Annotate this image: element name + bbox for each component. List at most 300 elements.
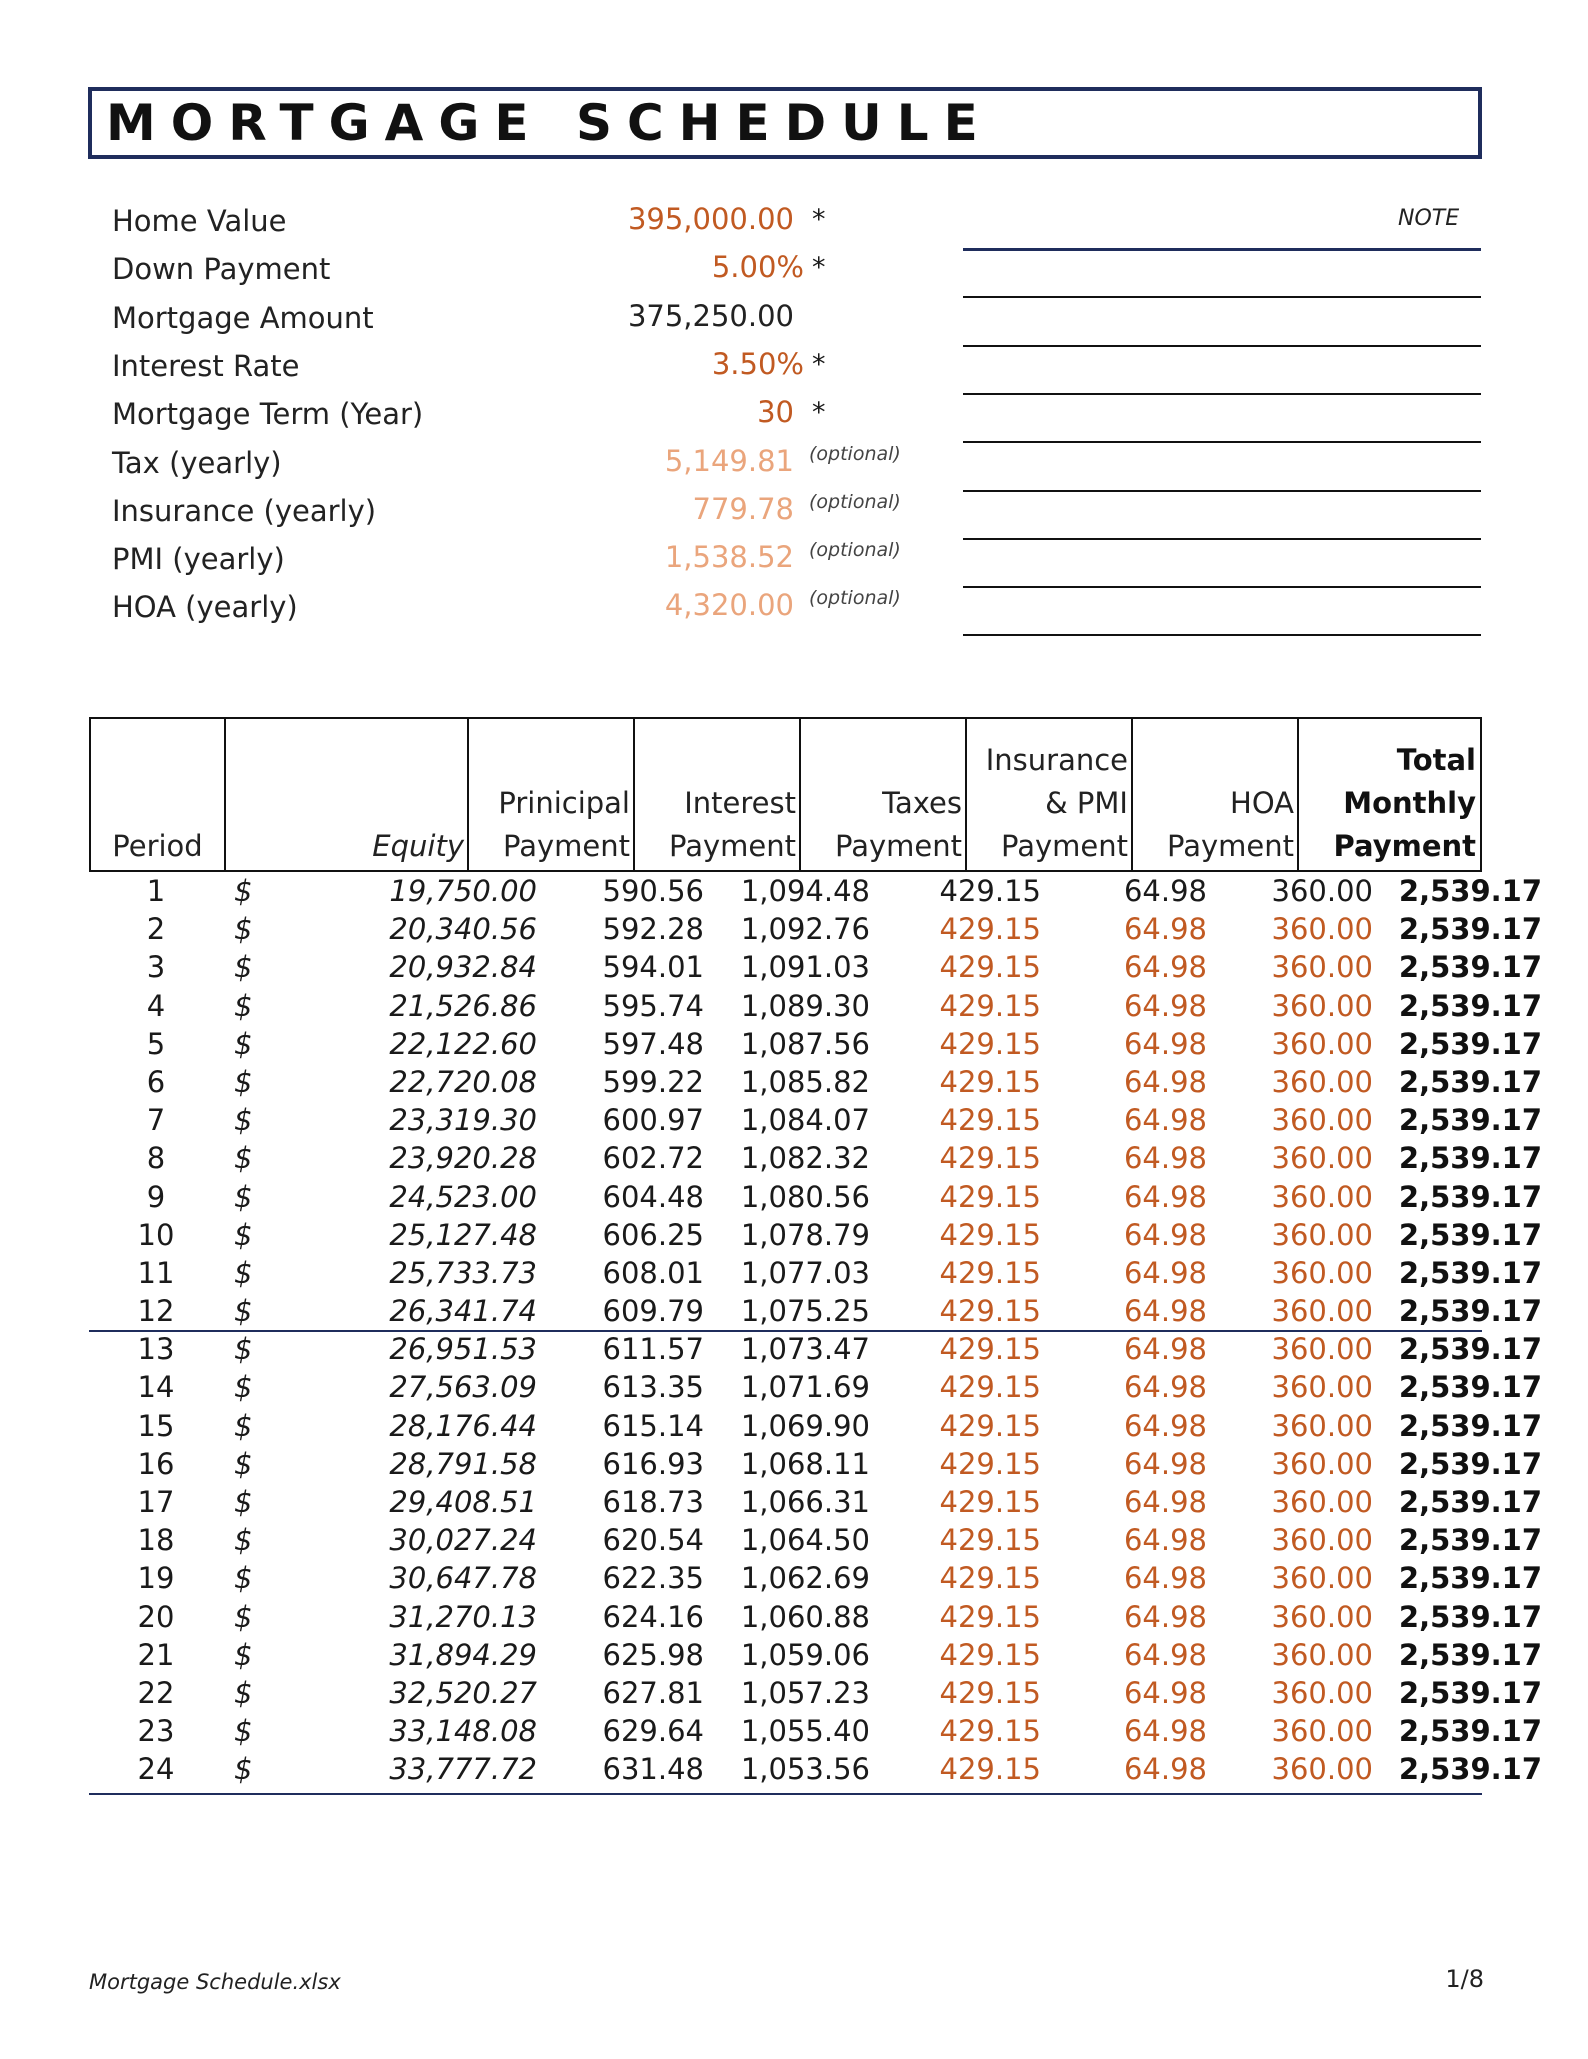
table-row (89, 1445, 1542, 1483)
total-cell: 2,539.17 (1398, 1599, 1542, 1634)
interest-cell: 1,060.88 (740, 1599, 870, 1634)
currency-symbol: $ (234, 1714, 253, 1749)
period-cell: 1 (146, 874, 166, 908)
equity-cell: 25,127.48 (389, 1217, 537, 1252)
interest-cell: 1,087.56 (740, 1026, 870, 1061)
note-line[interactable] (963, 345, 1481, 347)
input-row (112, 587, 912, 638)
period-cell: 18 (137, 1523, 175, 1558)
total-cell: 2,539.17 (1398, 1370, 1542, 1405)
principal-cell: 590.56 (602, 874, 704, 908)
principal-cell: 599.22 (602, 1064, 704, 1099)
hoa-cell: 360.00 (1271, 1485, 1373, 1519)
principal-cell: 608.01 (602, 1255, 704, 1290)
input-value[interactable]: 1,538.52 (664, 540, 794, 575)
required-marker: * (812, 397, 826, 429)
required-marker: * (812, 204, 826, 235)
equity-cell: 32,520.27 (389, 1675, 537, 1710)
header-taxes (801, 719, 967, 870)
total-cell: 2,539.17 (1398, 1294, 1542, 1329)
input-value[interactable]: 30 (757, 395, 794, 430)
input-label: PMI (yearly) (112, 542, 285, 577)
input-label: Mortgage Amount (112, 300, 374, 335)
input-value[interactable]: 395,000.00 (627, 202, 794, 236)
note-line[interactable] (963, 393, 1481, 395)
table-row (89, 1216, 1542, 1254)
taxes-cell: 429.15 (939, 1408, 1041, 1443)
input-row (112, 298, 912, 349)
total-cell: 2,539.17 (1398, 1485, 1542, 1519)
principal-cell: 613.35 (602, 1370, 704, 1405)
taxes-cell: 429.15 (939, 1179, 1041, 1214)
currency-symbol: $ (234, 1064, 253, 1099)
total-cell: 2,539.17 (1398, 1179, 1542, 1214)
currency-symbol: $ (234, 1141, 253, 1176)
optional-marker: (optional) (809, 539, 901, 562)
input-value[interactable]: 5,149.81 (664, 443, 794, 478)
header-total-line-2: Payment (1333, 829, 1476, 863)
table-body (89, 872, 1542, 1789)
table-header (89, 717, 1482, 872)
insurance-cell: 64.98 (1123, 1255, 1207, 1290)
total-cell: 2,539.17 (1398, 1332, 1542, 1367)
hoa-cell: 360.00 (1271, 1561, 1373, 1596)
interest-cell: 1,073.47 (740, 1332, 870, 1367)
table-row (89, 1483, 1542, 1521)
title-box (88, 87, 1482, 159)
currency-symbol: $ (234, 874, 253, 908)
interest-cell: 1,055.40 (740, 1714, 870, 1749)
equity-cell: 23,920.28 (389, 1141, 537, 1176)
equity-cell: 33,148.08 (389, 1714, 537, 1749)
period-cell: 22 (137, 1675, 175, 1710)
interest-cell: 1,082.32 (740, 1141, 870, 1176)
interest-cell: 1,091.03 (740, 950, 870, 985)
hoa-cell: 360.00 (1271, 1599, 1373, 1634)
hoa-cell: 360.00 (1271, 1217, 1373, 1252)
input-label: Insurance (yearly) (112, 493, 377, 528)
principal-cell: 615.14 (602, 1408, 704, 1443)
header-insurance-line-1: & PMI (1045, 786, 1128, 820)
interest-cell: 1,066.31 (740, 1485, 870, 1519)
total-cell: 2,539.17 (1398, 1217, 1542, 1252)
optional-marker: (optional) (809, 442, 901, 465)
interest-cell: 1,092.76 (740, 912, 870, 947)
insurance-cell: 64.98 (1123, 1485, 1207, 1519)
input-row (112, 204, 912, 252)
hoa-cell: 360.00 (1271, 1637, 1373, 1672)
principal-cell: 625.98 (602, 1637, 704, 1672)
page-title: MORTGAGE SCHEDULE (106, 94, 993, 152)
table-row (89, 987, 1542, 1025)
period-cell: 13 (137, 1332, 175, 1367)
header-taxes-line-0: Taxes (882, 786, 962, 820)
header-hoa-line-1: Payment (1167, 829, 1294, 863)
total-cell: 2,539.17 (1398, 1637, 1542, 1672)
table-row (89, 1750, 1542, 1788)
insurance-cell: 64.98 (1123, 1446, 1207, 1481)
taxes-cell: 429.15 (939, 1446, 1041, 1481)
header-principal-line-1: Payment (503, 829, 630, 863)
hoa-cell: 360.00 (1271, 1064, 1373, 1099)
period-cell: 6 (146, 1064, 166, 1099)
total-cell: 2,539.17 (1398, 874, 1542, 908)
currency-symbol: $ (234, 1485, 253, 1519)
insurance-cell: 64.98 (1123, 1714, 1207, 1749)
principal-cell: 624.16 (602, 1599, 704, 1634)
equity-cell: 28,791.58 (389, 1446, 537, 1481)
period-cell: 2 (146, 912, 166, 947)
principal-cell: 604.48 (602, 1179, 704, 1214)
total-cell: 2,539.17 (1398, 1675, 1542, 1710)
interest-cell: 1,085.82 (740, 1064, 870, 1099)
table-row (89, 1559, 1542, 1597)
input-label: Tax (yearly) (112, 445, 282, 480)
input-row (112, 397, 912, 445)
input-row (112, 442, 912, 494)
equity-cell: 25,733.73 (389, 1255, 537, 1290)
currency-symbol: $ (234, 1103, 253, 1138)
header-interest (635, 719, 801, 870)
equity-cell: 33,777.72 (389, 1752, 537, 1787)
taxes-cell: 429.15 (939, 1714, 1041, 1749)
taxes-cell: 429.15 (939, 1141, 1041, 1176)
header-equity (226, 719, 469, 870)
period-cell: 12 (137, 1294, 175, 1329)
header-principal-line-0: Prinicipal (498, 786, 630, 820)
insurance-cell: 64.98 (1123, 950, 1207, 985)
note-line[interactable] (963, 248, 1481, 251)
currency-symbol: $ (234, 1599, 253, 1634)
equity-cell: 29,408.51 (389, 1485, 537, 1519)
hoa-cell: 360.00 (1271, 1026, 1373, 1061)
hoa-cell: 360.00 (1271, 1179, 1373, 1214)
insurance-cell: 64.98 (1123, 1675, 1207, 1710)
equity-cell: 30,647.78 (389, 1561, 537, 1596)
table-row (89, 1521, 1542, 1559)
currency-symbol: $ (234, 1675, 253, 1710)
interest-cell: 1,059.06 (740, 1637, 870, 1672)
input-row (112, 346, 912, 397)
principal-cell: 631.48 (602, 1752, 704, 1787)
currency-symbol: $ (234, 1255, 253, 1290)
note-line[interactable] (963, 634, 1481, 636)
table-row (89, 1139, 1542, 1177)
interest-cell: 1,053.56 (740, 1752, 870, 1787)
interest-cell: 1,084.07 (740, 1103, 870, 1138)
principal-cell: 600.97 (602, 1103, 704, 1138)
input-label: Home Value (112, 204, 287, 238)
currency-symbol: $ (234, 1561, 253, 1596)
input-value[interactable]: 5.00% (711, 250, 804, 285)
insurance-cell: 64.98 (1123, 1752, 1207, 1787)
schedule-table (89, 717, 1542, 1789)
hoa-cell: 360.00 (1271, 912, 1373, 947)
currency-symbol: $ (234, 1752, 253, 1787)
table-row (89, 1407, 1542, 1445)
taxes-cell: 429.15 (939, 1523, 1041, 1558)
hoa-cell: 360.00 (1271, 1714, 1373, 1749)
interest-cell: 1,064.50 (740, 1523, 870, 1558)
header-hoa-line-0: HOA (1230, 786, 1294, 820)
total-cell: 2,539.17 (1398, 1523, 1542, 1558)
input-label: Interest Rate (112, 348, 300, 383)
table-row (89, 1598, 1542, 1636)
currency-symbol: $ (234, 1217, 253, 1252)
total-cell: 2,539.17 (1398, 1064, 1542, 1099)
currency-symbol: $ (234, 1408, 253, 1443)
principal-cell: 627.81 (602, 1675, 704, 1710)
insurance-cell: 64.98 (1123, 1294, 1207, 1329)
total-cell: 2,539.17 (1398, 1141, 1542, 1176)
taxes-cell: 429.15 (939, 1675, 1041, 1710)
total-cell: 2,539.17 (1398, 912, 1542, 947)
taxes-cell: 429.15 (939, 1217, 1041, 1252)
table-row (89, 1636, 1542, 1674)
input-label: HOA (yearly) (112, 590, 298, 625)
insurance-cell: 64.98 (1123, 1179, 1207, 1214)
principal-cell: 629.64 (602, 1714, 704, 1749)
equity-cell: 24,523.00 (389, 1179, 537, 1214)
note-line[interactable] (963, 296, 1481, 298)
insurance-cell: 64.98 (1123, 1141, 1207, 1176)
required-marker: * (812, 348, 826, 380)
hoa-cell: 360.00 (1271, 1141, 1373, 1176)
interest-cell: 1,089.30 (740, 988, 870, 1023)
taxes-cell: 429.15 (939, 912, 1041, 947)
input-value[interactable]: 3.50% (711, 346, 804, 381)
taxes-cell: 429.15 (939, 1103, 1041, 1138)
footer-filename: Mortgage Schedule.xlsx (89, 1970, 341, 1994)
taxes-cell: 429.15 (939, 1332, 1041, 1367)
principal-cell: 594.01 (602, 950, 704, 985)
input-label: Mortgage Term (Year) (112, 397, 424, 432)
equity-cell: 22,122.60 (389, 1026, 537, 1061)
currency-symbol: $ (234, 1370, 253, 1405)
principal-cell: 618.73 (602, 1485, 704, 1519)
period-cell: 11 (137, 1255, 175, 1290)
principal-cell: 616.93 (602, 1446, 704, 1481)
table-bottom-border (89, 1793, 1482, 1795)
principal-cell: 606.25 (602, 1217, 704, 1252)
principal-cell: 602.72 (602, 1141, 704, 1176)
period-cell: 21 (137, 1637, 175, 1672)
table-row (89, 948, 1542, 986)
insurance-cell: 64.98 (1123, 988, 1207, 1023)
input-label: Down Payment (112, 252, 331, 287)
interest-cell: 1,069.90 (740, 1408, 870, 1443)
period-cell: 5 (146, 1026, 166, 1061)
header-insurance (967, 719, 1133, 870)
header-period-line-0: Period (112, 829, 203, 863)
equity-cell: 26,341.74 (389, 1294, 537, 1329)
note-line[interactable] (963, 441, 1481, 443)
currency-symbol: $ (234, 1026, 253, 1061)
interest-cell: 1,071.69 (740, 1370, 870, 1405)
header-insurance-line-2: Payment (1001, 829, 1128, 863)
period-cell: 9 (146, 1179, 166, 1214)
hoa-cell: 360.00 (1271, 1446, 1373, 1481)
currency-symbol: $ (234, 1294, 253, 1329)
period-cell: 23 (137, 1714, 175, 1749)
insurance-cell: 64.98 (1123, 1637, 1207, 1672)
taxes-cell: 429.15 (939, 1752, 1041, 1787)
table-row (89, 1712, 1542, 1750)
footer-page-number: 1/8 (1445, 1965, 1484, 1993)
hoa-cell: 360.00 (1271, 1523, 1373, 1558)
header-interest-line-0: Interest (684, 786, 796, 820)
taxes-cell: 429.15 (939, 988, 1041, 1023)
hoa-cell: 360.00 (1271, 874, 1373, 908)
table-row (89, 1254, 1542, 1292)
period-cell: 4 (146, 988, 166, 1023)
input-value[interactable]: 375,250.00 (627, 298, 794, 333)
total-cell: 2,539.17 (1398, 1561, 1542, 1596)
period-cell: 19 (137, 1561, 175, 1596)
taxes-cell: 429.15 (939, 1485, 1041, 1519)
equity-cell: 31,894.29 (389, 1637, 537, 1672)
interest-cell: 1,077.03 (740, 1255, 870, 1290)
equity-cell: 20,932.84 (389, 950, 537, 985)
input-row (112, 539, 912, 590)
header-hoa (1133, 719, 1299, 870)
equity-cell: 22,720.08 (389, 1064, 537, 1099)
equity-cell: 26,951.53 (389, 1332, 537, 1367)
interest-cell: 1,068.11 (740, 1446, 870, 1481)
insurance-cell: 64.98 (1123, 1370, 1207, 1405)
principal-cell: 620.54 (602, 1523, 704, 1558)
equity-cell: 27,563.09 (389, 1370, 537, 1405)
total-cell: 2,539.17 (1398, 1026, 1542, 1061)
required-marker: * (812, 252, 826, 284)
currency-symbol: $ (234, 988, 253, 1023)
table-row (89, 1292, 1542, 1330)
header-equity-line-0: Equity (372, 829, 464, 863)
period-cell: 10 (137, 1217, 175, 1252)
total-cell: 2,539.17 (1398, 1408, 1542, 1443)
equity-cell: 28,176.44 (389, 1408, 537, 1443)
currency-symbol: $ (234, 1332, 253, 1367)
taxes-cell: 429.15 (939, 1599, 1041, 1634)
currency-symbol: $ (234, 912, 253, 947)
input-value[interactable]: 779.78 (692, 491, 794, 526)
note-line[interactable] (963, 586, 1481, 588)
hoa-cell: 360.00 (1271, 1408, 1373, 1443)
note-header: NOTE (1398, 206, 1460, 231)
equity-cell: 23,319.30 (389, 1103, 537, 1138)
interest-cell: 1,094.48 (740, 874, 870, 908)
equity-cell: 21,526.86 (389, 988, 537, 1023)
taxes-cell: 429.15 (939, 1561, 1041, 1596)
insurance-cell: 64.98 (1123, 912, 1207, 947)
equity-cell: 31,270.13 (389, 1599, 537, 1634)
currency-symbol: $ (234, 1179, 253, 1214)
header-total (1299, 719, 1479, 870)
hoa-cell: 360.00 (1271, 1675, 1373, 1710)
taxes-cell: 429.15 (939, 1637, 1041, 1672)
hoa-cell: 360.00 (1271, 950, 1373, 985)
insurance-cell: 64.98 (1123, 1599, 1207, 1634)
total-cell: 2,539.17 (1398, 1255, 1542, 1290)
header-insurance-line-0: Insurance (985, 743, 1128, 777)
hoa-cell: 360.00 (1271, 1332, 1373, 1367)
total-cell: 2,539.17 (1398, 1752, 1542, 1787)
input-value[interactable]: 4,320.00 (664, 588, 794, 623)
equity-cell: 20,340.56 (389, 912, 537, 947)
note-line[interactable] (963, 490, 1481, 492)
input-row (112, 252, 912, 300)
total-cell: 2,539.17 (1398, 1446, 1542, 1481)
taxes-cell: 429.15 (939, 1294, 1041, 1329)
insurance-cell: 64.98 (1123, 1408, 1207, 1443)
principal-cell: 595.74 (602, 988, 704, 1023)
header-interest-line-1: Payment (669, 829, 796, 863)
principal-cell: 609.79 (602, 1294, 704, 1329)
period-cell: 24 (137, 1752, 175, 1787)
total-cell: 2,539.17 (1398, 1103, 1542, 1138)
taxes-cell: 429.15 (939, 1026, 1041, 1061)
optional-marker: (optional) (809, 490, 901, 513)
note-line[interactable] (963, 538, 1481, 540)
table-row (89, 872, 1542, 910)
table-row (89, 1025, 1542, 1063)
principal-cell: 597.48 (602, 1026, 704, 1061)
insurance-cell: 64.98 (1123, 1561, 1207, 1596)
period-cell: 8 (146, 1141, 166, 1176)
currency-symbol: $ (234, 1637, 253, 1672)
optional-marker: (optional) (809, 587, 901, 610)
insurance-cell: 64.98 (1123, 1103, 1207, 1138)
hoa-cell: 360.00 (1271, 1255, 1373, 1290)
period-cell: 14 (137, 1370, 175, 1405)
taxes-cell: 429.15 (939, 950, 1041, 985)
hoa-cell: 360.00 (1271, 1103, 1373, 1138)
table-row (89, 1101, 1542, 1139)
period-cell: 7 (146, 1103, 166, 1138)
taxes-cell: 429.15 (939, 1064, 1041, 1099)
header-total-line-1: Monthly (1343, 786, 1476, 820)
currency-symbol: $ (234, 950, 253, 985)
table-row (89, 1178, 1542, 1216)
currency-symbol: $ (234, 1446, 253, 1481)
hoa-cell: 360.00 (1271, 988, 1373, 1023)
header-period (91, 719, 226, 870)
table-row (89, 1063, 1542, 1101)
hoa-cell: 360.00 (1271, 1370, 1373, 1405)
total-cell: 2,539.17 (1398, 988, 1542, 1023)
insurance-cell: 64.98 (1123, 1064, 1207, 1099)
principal-cell: 611.57 (602, 1332, 704, 1367)
insurance-cell: 64.98 (1123, 1523, 1207, 1558)
interest-cell: 1,062.69 (740, 1561, 870, 1596)
interest-cell: 1,080.56 (740, 1179, 870, 1214)
taxes-cell: 429.15 (939, 874, 1041, 908)
taxes-cell: 429.15 (939, 1370, 1041, 1405)
principal-cell: 622.35 (602, 1561, 704, 1596)
total-cell: 2,539.17 (1398, 950, 1542, 985)
equity-cell: 19,750.00 (389, 874, 537, 908)
interest-cell: 1,078.79 (740, 1217, 870, 1252)
input-row (112, 490, 912, 542)
currency-symbol: $ (234, 1523, 253, 1558)
header-principal (469, 719, 635, 870)
table-row (89, 1330, 1542, 1368)
equity-cell: 30,027.24 (389, 1523, 537, 1558)
insurance-cell: 64.98 (1123, 1217, 1207, 1252)
total-cell: 2,539.17 (1398, 1714, 1542, 1749)
period-cell: 16 (137, 1446, 175, 1481)
table-row (89, 1368, 1542, 1406)
